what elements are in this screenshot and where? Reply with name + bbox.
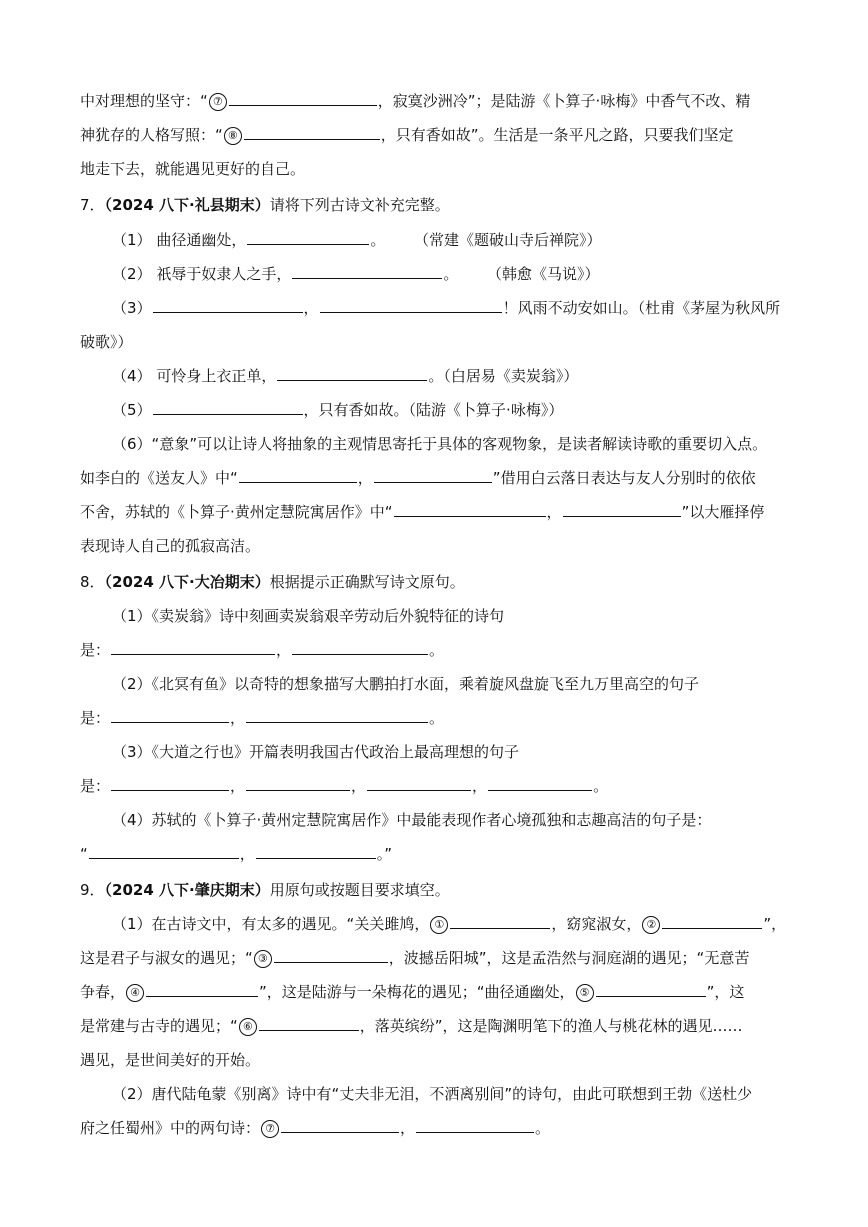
text: 是： [80, 641, 111, 659]
text: 是常建与古寺的遇见；“ [80, 1017, 238, 1035]
answer-blank[interactable] [292, 638, 428, 655]
text: 不舍，苏轼的《卜算子·黄州定慧院寓居作》中“ [80, 503, 393, 521]
source-note: （韩愈《马说》） [486, 265, 600, 283]
q8-item-2 [112, 672, 790, 696]
text: 破歌》） [80, 333, 133, 351]
question-8-header [80, 570, 790, 594]
question-number: 9． [80, 881, 105, 899]
question-prompt: 请将下列古诗文补充完整。 [269, 196, 450, 214]
answer-blank[interactable] [367, 774, 471, 791]
answer-blank[interactable] [111, 638, 275, 655]
question-9-header [80, 878, 790, 902]
answer-blank[interactable] [244, 123, 380, 140]
answer-blank[interactable] [292, 262, 442, 279]
answer-blank[interactable] [274, 946, 388, 963]
circled-number: ③ [254, 950, 272, 968]
text: ， [546, 503, 562, 521]
question-number: 8． [80, 573, 105, 591]
answer-blank[interactable] [320, 296, 502, 313]
answer-blank[interactable] [259, 1014, 359, 1031]
q7-item-1 [112, 228, 790, 252]
text: 祇辱于奴隶人之手， [156, 265, 292, 283]
q7-item-6 [112, 432, 790, 456]
circled-number: ⑤ [576, 984, 594, 1002]
q7-item-5 [112, 398, 790, 422]
q7-item-4 [112, 364, 790, 388]
text: ， [351, 777, 367, 795]
question-prompt: 用原句或按题目要求填空。 [269, 881, 450, 899]
question-number: 7． [80, 196, 105, 214]
text: （1）《卖炭翁》诗中刻画卖炭翁艰辛劳动后外貌特征的诗句 [112, 607, 505, 625]
text-line [80, 157, 790, 181]
text: ！风雨不动安如山。（杜甫《茅屋为秋风所 [502, 299, 781, 317]
text: ，只有香如故。（陆游《卜算子·咏梅》） [303, 401, 564, 419]
q7-item-3-cont [80, 330, 790, 354]
text: 。 [370, 231, 386, 249]
text: 表现诗人自己的孤寂高洁。 [80, 537, 261, 555]
answer-blank[interactable] [416, 1116, 534, 1133]
text: ”，这是陆游与一朵梅花的遇见；“曲径通幽处， [259, 983, 575, 1001]
q7-item-6-line2 [80, 466, 790, 490]
circled-number: ⑦ [261, 1120, 279, 1138]
text: 。 [535, 1119, 551, 1137]
text-line [80, 123, 790, 147]
text: ， [239, 845, 255, 863]
circled-number: ② [642, 916, 660, 934]
text: （6）“意象”可以让诗人将抽象的主观情思寄托于具体的客观物象，是读者解读诗歌的重要切入点。 [112, 435, 768, 453]
text: ， [230, 709, 246, 727]
q9-item-1-line5 [80, 1048, 790, 1072]
answer-blank[interactable] [374, 466, 492, 483]
q7-item-6-line4 [80, 534, 790, 558]
text-line [80, 89, 790, 113]
text: 府之任蜀州》中的两句诗： [80, 1119, 261, 1137]
text: 地走下去，就能遇见更好的自己。 [80, 160, 306, 178]
answer-blank[interactable] [256, 842, 376, 859]
text: ， [357, 469, 373, 487]
circled-number: ⑦ [209, 93, 227, 111]
q7-item-3 [112, 296, 790, 320]
q9-item-1-line2 [80, 946, 790, 970]
item-number: （2） [112, 265, 152, 283]
answer-blank[interactable] [596, 980, 706, 997]
text: 如李白的《送友人》中“ [80, 469, 238, 487]
text: 。 [593, 777, 609, 795]
text: 这是君子与淑女的遇见；“ [80, 949, 253, 967]
answer-blank[interactable] [488, 774, 592, 791]
q9-item-2-line2 [80, 1116, 790, 1140]
text: 争春， [80, 983, 126, 1001]
text: ， [230, 777, 246, 795]
item-number: （5） [112, 401, 152, 419]
text: 遇见，是世间美好的开始。 [80, 1051, 261, 1069]
answer-blank[interactable] [111, 706, 229, 723]
circled-number: ⑥ [239, 1018, 257, 1036]
q8-item-2-answer [80, 706, 790, 730]
text: 。 [429, 641, 445, 659]
text: ，窈窕淑女， [551, 915, 642, 933]
answer-blank[interactable] [394, 500, 546, 517]
question-7-header [80, 193, 790, 217]
circled-number: ④ [126, 984, 144, 1002]
text: ， [303, 299, 319, 317]
text: （2）《北冥有鱼》以奇特的想象描写大鹏拍打水面，乘着旋风盘旋飞至九万里高空的句子 [112, 675, 700, 693]
circled-number: ① [430, 916, 448, 934]
question-prompt: 根据提示正确默写诗文原句。 [269, 573, 465, 591]
text: ， [276, 641, 292, 659]
text: ”，这 [706, 983, 745, 1001]
q8-item-4 [112, 808, 790, 832]
item-number: （3） [112, 299, 152, 317]
source-note: （常建《题破山寺后禅院》） [413, 231, 602, 249]
text: 。” [376, 845, 393, 863]
text: ，寂寞沙洲冷”；是陆游《卜算子·咏梅》中香气不改、精 [377, 92, 751, 110]
answer-blank[interactable] [111, 774, 229, 791]
text: ， [472, 777, 488, 795]
item-number: （4） [112, 367, 152, 385]
text: 是： [80, 777, 111, 795]
q8-item-1 [112, 604, 790, 628]
text: 中对理想的坚守：“ [80, 92, 208, 110]
answer-blank[interactable] [89, 842, 239, 859]
answer-blank[interactable] [153, 398, 303, 415]
text: ，落英缤纷”，这是陶渊明笔下的渔人与桃花林的遇见…… [359, 1017, 743, 1035]
answer-blank[interactable] [229, 89, 377, 106]
question-source: （2024 八下·肇庆期末） [104, 881, 270, 899]
text: （4）苏轼的《卜算子·黄州定慧院寓居作》中最能表现作者心境孤独和志趣高洁的句子是： [112, 811, 712, 829]
q8-item-1-answer [80, 638, 790, 662]
q9-item-2-line1 [112, 1082, 790, 1106]
text: ，只有香如故”。生活是一条平凡之路，只要我们坚定 [380, 126, 734, 144]
q8-item-3 [112, 740, 790, 764]
answer-blank[interactable] [563, 500, 681, 517]
text: ， [400, 1119, 416, 1137]
text: 。（白居易《卖炭翁》） [428, 367, 579, 385]
text: 是： [80, 709, 111, 727]
answer-blank[interactable] [247, 228, 369, 245]
answer-blank[interactable] [277, 364, 427, 381]
q8-item-4-answer [80, 842, 790, 866]
item-number: （1） [112, 231, 152, 249]
text: 曲径通幽处， [156, 231, 247, 249]
text: （1）在古诗文中，有太多的遇见。“关关雎鸠， [112, 915, 430, 933]
q7-item-6-line3 [80, 500, 790, 524]
text: 。 [443, 265, 459, 283]
circled-number: ⑧ [224, 127, 242, 145]
question-source: （2024 八下·礼县期末） [104, 196, 270, 214]
answer-blank[interactable] [246, 774, 350, 791]
answer-blank[interactable] [153, 296, 303, 313]
text: ”以大雁择停 [681, 503, 765, 521]
answer-blank[interactable] [450, 912, 550, 929]
answer-blank[interactable] [246, 706, 428, 723]
q9-item-1-line4 [80, 1014, 790, 1038]
q7-item-2 [112, 262, 790, 286]
text: ，波撼岳阳城”，这是孟浩然与洞庭湖的遇见；“无意苦 [388, 949, 750, 967]
text: 。 [429, 709, 445, 727]
text: （2）唐代陆龟蒙《别离》诗中有“丈夫非无泪，不洒离别间”的诗句，由此可联想到王勃《送杜少 [112, 1085, 753, 1103]
q9-item-1-line3 [80, 980, 790, 1004]
text: （3）《大道之行也》开篇表明我国古代政治上最高理想的句子 [112, 743, 520, 761]
answer-blank[interactable] [146, 980, 258, 997]
question-source: （2024 八下·大冶期末） [104, 573, 270, 591]
answer-blank[interactable] [281, 1116, 399, 1133]
answer-blank[interactable] [662, 912, 762, 929]
text: 可怜身上衣正单， [156, 367, 277, 385]
q8-item-3-answer [80, 774, 790, 798]
text: “ [80, 845, 88, 863]
text: 神犹存的人格写照：“ [80, 126, 223, 144]
q9-item-1-line1 [112, 912, 790, 936]
text: ”， [763, 915, 787, 933]
text: ”借用白云落日表达与友人分别时的依依 [492, 469, 756, 487]
answer-blank[interactable] [239, 466, 357, 483]
